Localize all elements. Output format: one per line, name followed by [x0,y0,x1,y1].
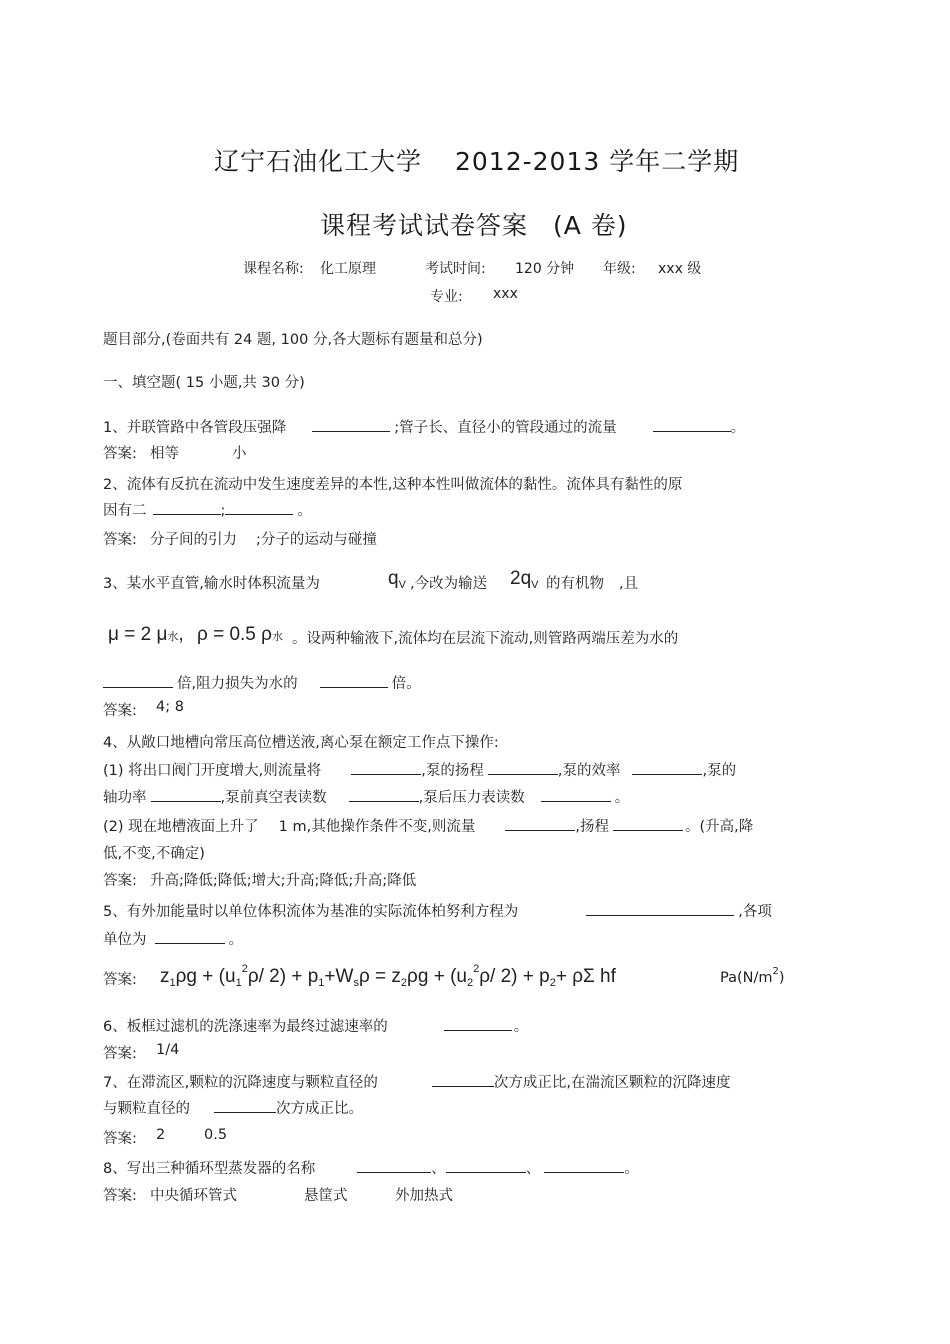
q3-line-3 [103,672,421,693]
q3-qv2: 2q [510,568,532,589]
major-label: 专业: [430,289,463,305]
q4-text-4a: (2) 现在地槽液面上升了 [103,819,259,835]
q2-answer-2: ;分子的运动与碰撞 [256,532,377,548]
q8-sep-2: 、 [525,1161,541,1177]
q7-text-2a: 与颗粒直径的 [103,1101,190,1117]
q5-eq-s5: 2 [400,977,408,989]
q5-eq-s4: s [353,977,359,989]
q1-text-c: 。 [730,420,746,436]
q5-text-2b: 。 [228,932,243,948]
q3-qv-1 [388,568,406,590]
q4-line-3 [103,786,629,807]
q5-blank-1 [586,901,734,916]
q3-blank-1 [103,673,173,688]
q7-answer-1: 2 [156,1127,166,1143]
q5-answer-label: 答案: [103,972,137,988]
q5-eq-s6: 2 [466,977,474,989]
title-paper: (A 卷) [553,211,628,240]
q1-text-a: 1、并联管路中各管段压强降 [103,420,287,436]
q5-unit [720,966,785,986]
q3-rho: ρ = 0.5 ρ [197,624,272,645]
q5-eq-sup2: 2 [241,963,248,975]
q3-text-e: 。设两种输液下,流体均在层流下流动,则管路两端压差为水的 [292,631,679,647]
q8-answer-3: 外加热式 [395,1188,453,1204]
q8-blank-2 [446,1158,526,1173]
q4-blank-1 [351,760,421,775]
q4-text-4c: ,扬程 [575,819,609,835]
q7-text-2b: 次方成正比。 [276,1101,363,1117]
q1-answer-label: 答案: [103,446,137,462]
q8-blank-3 [544,1158,624,1173]
q5-blank-2 [155,929,225,944]
q5-unit-text: Pa(N/m [720,970,773,986]
q4-blank-7 [505,816,575,831]
q8-end: 。 [624,1161,639,1177]
q5-eq-7: ρ/ 2) + p [479,966,550,987]
q5-bernoulli-equation [160,963,616,989]
q4-text-3b: ,泵前真空表读数 [220,790,327,806]
q6-text-a: 6、板框过滤机的洗涤速率为最终过滤速率的 [103,1019,388,1035]
q3-answer: 4; 8 [156,699,184,715]
q4-line-2 [103,759,736,780]
q8-text-a: 8、写出三种循环型蒸发器的名称 [103,1161,316,1177]
q6-line [103,1015,528,1036]
q4-blank-8 [613,816,683,831]
q4-blank-3 [632,760,702,775]
q5-line-1 [103,900,772,921]
q2-text-b: ; [220,503,226,519]
q8-sep-1: 、 [431,1161,446,1177]
q6-blank [444,1016,512,1031]
time-label: 考试时间: [425,261,486,277]
q8-answer-2: 悬筐式 [304,1188,348,1204]
q7-blank-2 [214,1098,276,1113]
q5-text-2a: 单位为 [103,932,147,948]
q4-line-1: 4、从敞口地槽向常压高位槽送液,离心泵在额定工作点下操作: [103,735,499,751]
q3-text-a: 3、某水平直管,输水时体积流量为 [103,576,320,592]
title-school: 辽宁石油化工大学 [214,147,423,176]
q5-eq-1: z [160,966,170,987]
intro-text: 题目部分,(卷面共有 24 题, 100 分,各大题标有题量和总分) [103,332,483,348]
q6-answer-label: 答案: [103,1046,137,1062]
q3-rho-expression [197,624,283,646]
q4-text-2b: ,泵的扬程 [421,763,484,779]
q4-text-4d: 。(升高,降 [684,819,754,835]
q8-line [103,1157,639,1178]
q2-text-c: 。 [297,503,312,519]
q4-text-3c: ,泵后压力表读数 [418,790,525,806]
q5-eq-3: ρ/ 2) + p [247,966,319,987]
q8-blank-1 [357,1158,431,1173]
q3-comma: , [178,624,184,645]
title-year: 2012-2013 学年二学期 [455,147,740,176]
q3-text-g: 倍。 [391,676,421,692]
q8-answer-label: 答案: [103,1188,137,1204]
q7-line-1 [103,1071,730,1092]
q3-mu: μ = 2 μ [108,624,168,645]
q3-answer-label: 答案: [103,703,137,719]
q7-line-2 [103,1097,363,1118]
q3-text-b: ,今改为输送 [410,576,488,592]
q4-answer-label: 答案: [103,873,137,889]
q5-eq-sup6: 2 [473,963,480,975]
q4-text-2d: ,泵的 [702,763,737,779]
q5-eq-2: ρg + (u [175,966,236,987]
q3-text-f: 倍,阻力损失为水的 [177,676,298,692]
q4-blank-6 [541,787,611,802]
q3-qv1: q [388,568,399,589]
q4-blank-5 [349,787,419,802]
q7-text-1a: 7、在滞流区,颗粒的沉降速度与颗粒直径的 [103,1075,378,1091]
q5-unit-end: ) [778,970,785,986]
q5-line-2 [103,928,243,949]
q3-mu-expression [108,624,184,646]
title-main: 课程考试试卷答案 [320,211,529,240]
q1-text-b: ;管子长、直径小的管段通过的流量 [394,420,617,436]
q3-text-d: ,且 [619,576,639,592]
q2-blank-1 [153,500,221,515]
q4-blank-4 [151,787,221,802]
q3-qv-2 [510,568,538,590]
q2-text-a: 因有二 [103,503,147,519]
q5-text-1b: ,各项 [738,904,772,920]
q6-text-b: 。 [513,1019,529,1035]
section-heading: 一、填空题( 15 小题,共 30 分) [103,375,305,391]
q1-line [103,416,745,437]
q4-line-4 [103,815,753,836]
q2-line-2 [103,499,312,520]
q5-eq-6: ρg + (u [407,966,467,987]
q3-text-c: 的有机物 [546,576,604,592]
q1-blank-1 [312,417,390,432]
q2-blank-2 [225,500,293,515]
q3-qv1-sub: V [398,579,406,591]
q5-eq-s2: 1 [235,977,242,989]
q3-qv2-sub: V [531,579,539,591]
q1-answer-2: 小 [232,446,247,462]
grade-label: 年级: [603,261,636,277]
time-value: 120 分钟 [515,261,575,277]
q7-answer-2: 0.5 [204,1127,228,1143]
q4-blank-2 [488,760,558,775]
course-value: 化工原理 [320,261,376,277]
q5-eq-4: +W [324,966,354,987]
q3-blank-2 [320,673,388,688]
q8-answer-1: 中央循环管式 [150,1188,237,1204]
q7-answer-label: 答案: [103,1131,137,1147]
q1-blank-2 [653,417,731,432]
q5-eq-s7: 2 [549,977,556,989]
q7-blank-1 [432,1072,494,1087]
q2-line-1: 2、流体有反抗在流动中发生速度差异的本性,这种本性叫做流体的黏性。流体具有黏性的原 [103,477,683,493]
q3-rho-sub: 水 [271,631,283,643]
q4-line-5: 低,不变,不确定) [103,846,205,862]
q4-answer: 升高;降低;降低;增大;升高;降低;升高;降低 [150,873,417,889]
q6-answer: 1/4 [156,1042,180,1058]
q5-eq-5: ρ = z [358,966,401,987]
grade-value: xxx 级 [658,261,702,277]
q5-eq-s1: 1 [169,977,176,989]
course-label: 课程名称: [243,261,304,277]
q5-eq-s3: 1 [318,977,325,989]
major-value: xxx [493,286,518,302]
q7-text-1b: 次方成正比,在湍流区颗粒的沉降速度 [493,1075,731,1091]
q5-unit-sup: 2 [772,966,779,977]
q4-text-3a: 轴功率 [103,790,147,806]
q3-mu-sub: 水 [167,631,179,643]
q4-text-2c: ,泵的效率 [557,763,621,779]
q4-text-3d: 。 [614,790,630,806]
q2-answer-label: 答案: [103,532,137,548]
q5-eq-8: + ρΣ hf [555,966,616,987]
q4-text-4b: 1 m,其他操作条件不变,则流量 [278,819,476,835]
q2-answer-1: 分子间的引力 [150,532,237,548]
q5-text-1a: 5、有外加能量时以单位体积流体为基准的实际流体柏努利方程为 [103,904,519,920]
q1-answer-1: 相等 [150,446,179,462]
q4-text-2a: (1) 将出口阀门开度增大,则流量将 [103,763,322,779]
